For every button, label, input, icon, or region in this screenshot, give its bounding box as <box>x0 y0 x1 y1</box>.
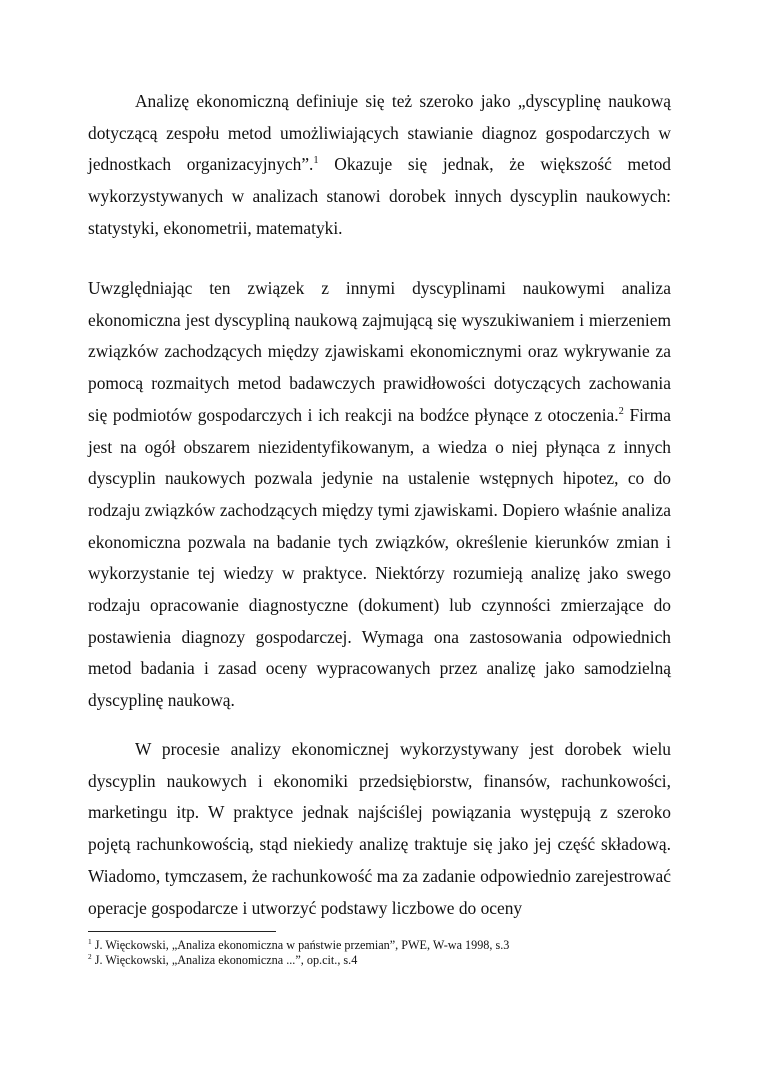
paragraph-1 <box>88 86 671 245</box>
paragraph-2 <box>88 273 671 717</box>
paragraph-1-text: Analizę ekonomiczną definiuje się też szeroko jako „dyscyplinę naukową dotyczącą zespołu metod umożliwiających stawianie diagnoz gospodarczych w jednostkach organizacyjnych”. <box>88 91 671 175</box>
footnote-separator <box>88 931 276 932</box>
footnotes <box>88 938 671 968</box>
footnote-ref-1: 1 <box>313 155 319 167</box>
footnote-1 <box>88 938 671 953</box>
footnote-ref-2: 2 <box>618 406 624 418</box>
footnote-2-text: J. Więckowski, „Analiza ekonomiczna ...”, op.cit., s.4 <box>91 953 358 967</box>
footnote-1-number: 1 <box>88 936 92 946</box>
paragraph-3 <box>88 734 671 924</box>
paragraph-3-text: W procesie analizy ekonomicznej wykorzystywany jest dorobek wielu dyscyplin naukowych i ekonomiki przedsiębiorstw, finansów, rachunkowości, marketingu itp. W praktyce jednak najściślej powiązania występują z szeroko pojętą rachunkowością, stąd niekiedy analizę traktuje się jako jej część składową. Wiadomo, tymczasem, że rachunkowość ma za zadanie odpowiednio zarejestrować operacje gospodarcze i utworzyć podstawy liczbowe do oceny <box>88 739 671 918</box>
paragraph-2-text-cont: Firma jest na ogół obszarem niezidentyfikowanym, a wiedza o niej płynąca z innych dyscyplin naukowych pozwala jedynie na ustalenie wstępnych hipotez, co do rodzaju związków zachodzących między tymi zjawiskami. Dopiero właśnie analiza ekonomiczna pozwala na badanie tych związków, określenie kierunków zmian i wykorzystanie tej wiedzy w praktyce. Niektórzy rozumieją analizę jako swego rodzaju opracowanie diagnostyczne (dokument) lub czynności zmierzające do postawienia diagnozy gospodarczej. Wymaga ona zastosowania odpowiednich metod badania i zasad oceny wypracowanych przez analizę jako samodzielną dyscyplinę naukową. <box>88 404 671 711</box>
footnote-2-number: 2 <box>88 951 92 961</box>
paragraph-2-text: Uwzględniając ten związek z innymi dyscyplinami naukowymi analiza ekonomiczna jest dyscypliną naukową zajmującą się wyszukiwaniem i mierzeniem związków zachodzących między zjawiskami ekonomicznymi oraz wykrywanie za pomocą rozmaitych metod badawczych prawidłowości dotyczących zachowania się podmiotów gospodarczych i ich reakcji na bodźce płynące z otoczenia. <box>88 278 671 425</box>
paragraph-1-text-cont: Okazuje się jednak, że większość metod wykorzystywanych w analizach stanowi dorobek innych dyscyplin naukowych: statystyki, ekonometrii, matematyki. <box>88 154 671 238</box>
footnote-1-text: J. Więckowski, „Analiza ekonomiczna w państwie przemian”, PWE, W-wa 1998, s.3 <box>91 938 510 952</box>
footnote-2 <box>88 953 671 968</box>
